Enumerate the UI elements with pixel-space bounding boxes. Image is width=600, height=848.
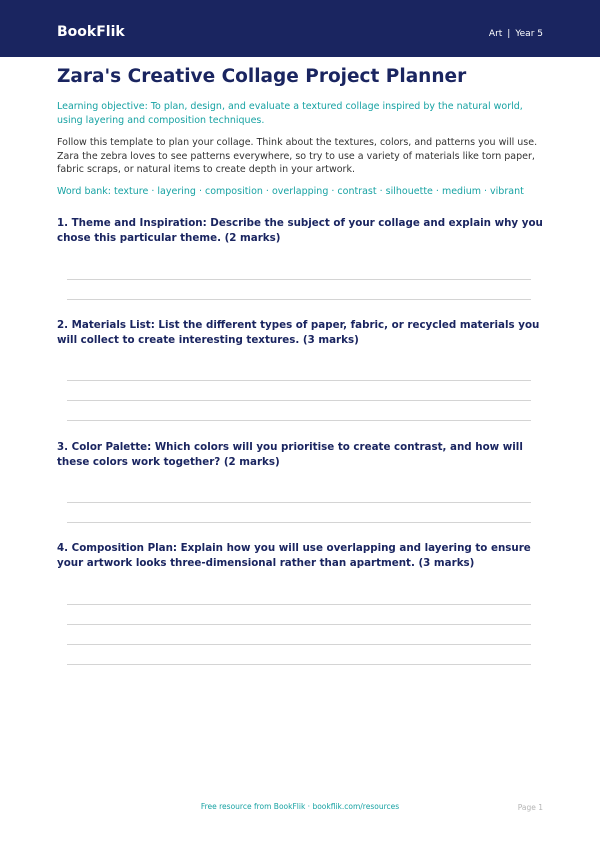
answer-line[interactable] xyxy=(67,279,531,280)
answer-line[interactable] xyxy=(67,502,531,503)
question-3: 3. Color Palette: Which colors will you prioritise to create contrast, and how will these colors work together? (2 marks) xyxy=(57,441,523,468)
question-4: 4. Composition Plan: Explain how you will use overlapping and layering to ensure your artwork looks three-dimensional rather than apartment. (3 marks) xyxy=(57,542,531,569)
page-title: Zara's Creative Collage Project Planner xyxy=(57,66,467,87)
word-bank: Word bank: texture · layering · composition · overlapping · contrast · silhouette · medium · vibrant xyxy=(57,186,524,197)
page-header xyxy=(0,0,600,57)
subject-year-label xyxy=(489,28,543,40)
page-number: Page 1 xyxy=(517,803,543,812)
question-1: 1. Theme and Inspiration: Describe the subject of your collage and explain why you chose this particular theme. (2 marks) xyxy=(57,217,543,244)
answer-line[interactable] xyxy=(67,664,531,665)
answer-line[interactable] xyxy=(67,604,531,605)
year-label: Year 5 xyxy=(515,29,543,39)
answer-line[interactable] xyxy=(67,299,531,300)
answer-line[interactable] xyxy=(67,380,531,381)
answer-line[interactable] xyxy=(67,400,531,401)
answer-line[interactable] xyxy=(67,624,531,625)
meta-separator: | xyxy=(507,29,511,39)
footer-resource-link[interactable]: Free resource from BookFlik · bookflik.com/resources xyxy=(200,802,400,811)
answer-line[interactable] xyxy=(67,644,531,645)
answer-line[interactable] xyxy=(67,420,531,421)
brand-logo-text: BookFlik xyxy=(57,24,125,40)
intro-paragraph: Follow this template to plan your collage. Think about the textures, colors, and patterns you will use. Zara the zebra loves to see patterns everywhere, so try to use a variety of materials like torn paper, fabric scraps, or natural items to create depth in your artwork. xyxy=(57,137,538,175)
learning-objective: Learning objective: To plan, design, and evaluate a textured collage inspired by the natural world, using layering and composition techniques. xyxy=(57,101,523,126)
answer-line[interactable] xyxy=(67,522,531,523)
question-2: 2. Materials List: List the different types of paper, fabric, or recycled materials you will collect to create interesting textures. (3 marks) xyxy=(57,319,540,346)
subject-label: Art xyxy=(488,29,503,39)
